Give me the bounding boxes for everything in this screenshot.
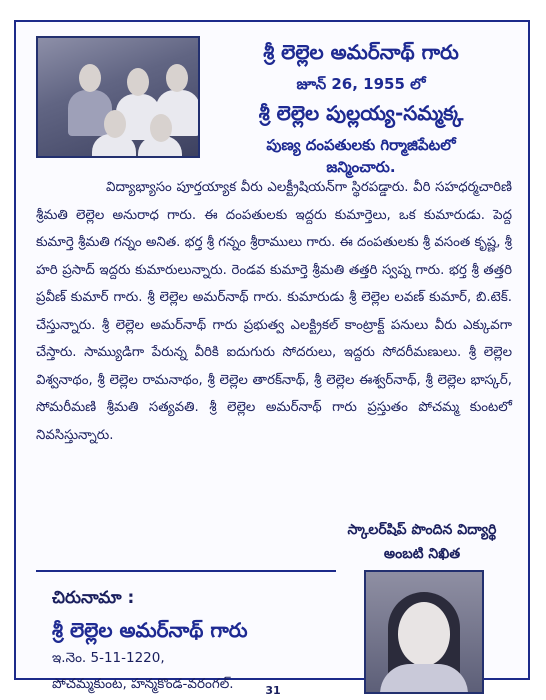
family-photo-face <box>127 68 149 96</box>
birth-place-line <box>204 134 518 178</box>
address-name: శ్రీ లెల్లెల అమర్‌నాథ్ గారు <box>52 618 248 642</box>
family-photo-face <box>79 64 101 92</box>
biography-text: విద్యాభ్యాసం పూర్తయ్యాక వీరు ఎలక్ట్రీషియన్‌గా స్థిరపడ్డారు. వీరి సహధర్మచారిణి శ్రీమతి లెల్లెల అనురాధ గారు. ఈ దంపతులకు ఇద్దరు కుమార్తెలు, ఒక కుమారుడు. పెద్ద కుమార్తె శ్రీమతి గన్నం అనిత. భర్త శ్రీ గన్నం శ్రీరాములు గారు. ఈ దంపతులకు శ్రీ వసంత కృష్ణ, శ్రీ హరి ప్రసాద్ ఇద్దరు కుమారులున్నారు. రెండవ కుమార్తె శ్రీమతి తత్తరి స్వప్న గారు. భర్త శ్రీ తత్తరి ప్రవీణ్ కుమార్ గారు. శ్రీ లెల్లెల అమర్‌నాథ్ గారు. కుమారుడు శ్రీ లెల్లెల లవణ్ కుమార్, బి.టెక్. చేస్తున్నారు. శ్రీ లెల్లెల అమర్‌నాథ్ గారు ప్రభుత్వ ఎలక్ట్రికల్ కాంట్రాక్ట్ పనులు వీరు ఎక్కువగా చేస్తారు. సామ్యుడిగా పేరున్న వీరికి ఐదుగురు సోదరులు, ఇద్దరు సోదరీమణులు. శ్రీ లెల్లెల విశ్వనాథం, శ్రీ లెల్లెల రామనాథం, శ్రీ లెల్లెల తారక్‌నాథ్, శ్రీ లెల్లెల ఈశ్వర్‌నాథ్, శ్రీ లెల్లెల భాస్కర్, సోమరీమణి శ్రీమతి సత్యవతి. శ్రీ లెల్లెల అమర్‌నాథ్ గారు ప్రస్తుతం పోచమ్మ కుంటలో నివసిస్తున్నారు. <box>36 180 512 443</box>
address-line-2: పోచమ్మకుంట, హన్మకొండ-వరంగల్. <box>52 676 234 692</box>
address-divider <box>36 570 336 572</box>
page-number: 31 <box>265 684 281 697</box>
family-photo-face <box>104 110 126 138</box>
subject-name: శ్రీ లెల్లెల అమర్‌నాథ్ గారు <box>263 40 459 64</box>
family-photo-face <box>150 114 172 142</box>
scholarship-student-name: అంబటి నిఖిత <box>383 546 461 562</box>
parents-name: శ్రీ లెల్లెల పుల్లయ్య-సమ్మక్క <box>258 101 464 125</box>
birth-date: జూన్ 26, 1955 లో <box>296 75 426 93</box>
biography-paragraph <box>36 174 512 449</box>
birth-place-line-2: జన్మించారు. <box>326 158 396 176</box>
student-photo-face <box>398 602 450 666</box>
student-photo <box>364 570 484 694</box>
family-photo <box>36 36 200 158</box>
birth-place-line-1: పుణ్య దంపతులకు గిర్మాజిపేటలో <box>266 136 456 154</box>
family-photo-face <box>166 64 188 92</box>
address-line-1: ఇ.నెం. 5-11-1220, <box>52 650 165 666</box>
header-block <box>204 40 518 178</box>
scholarship-label: స్కాలర్‌షిప్ పొందిన విద్యార్థి <box>347 522 497 538</box>
address-label: చిరునామా : <box>52 588 135 608</box>
